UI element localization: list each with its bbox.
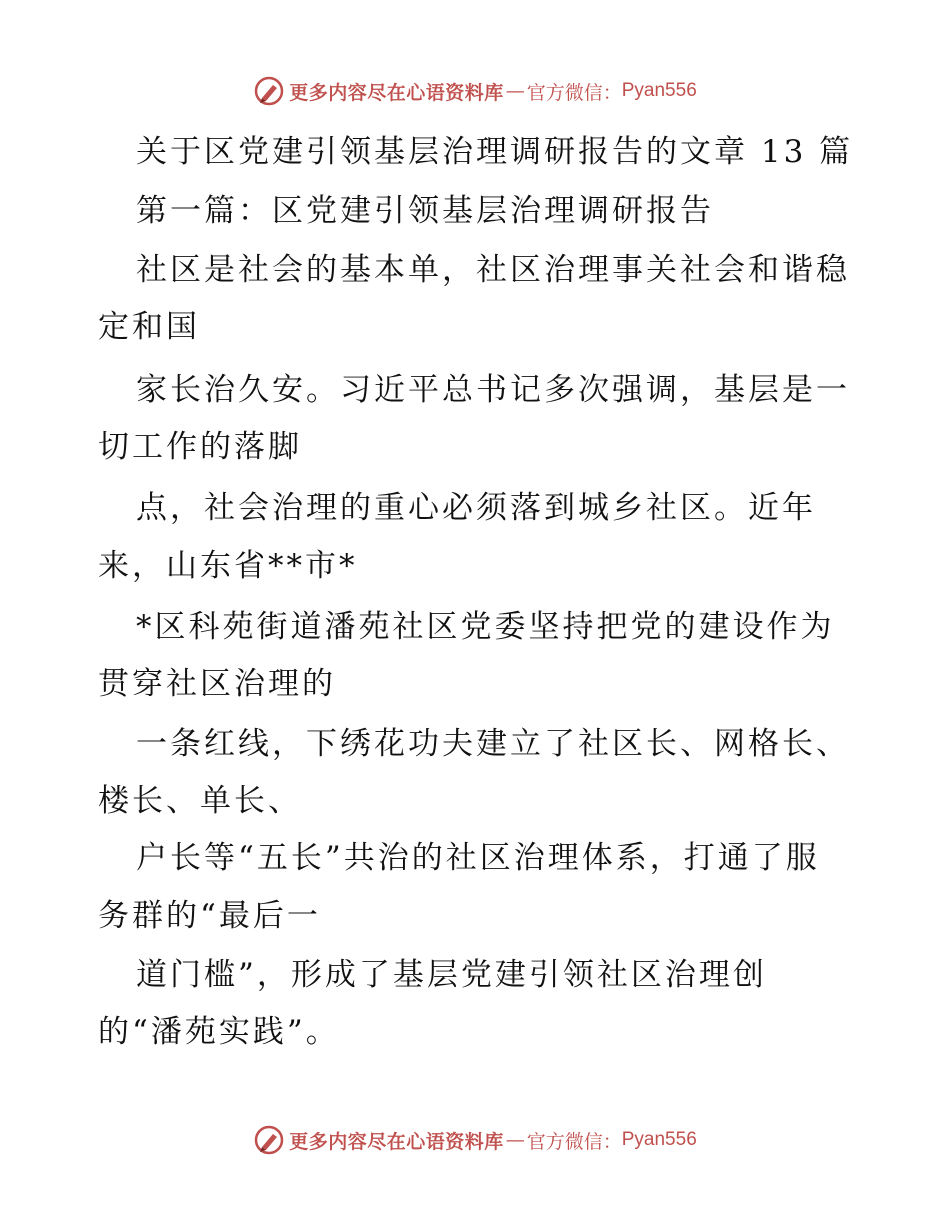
banner-separator: —	[505, 80, 525, 102]
banner-text: 更多内容尽在心语资料库	[289, 1130, 504, 1153]
banner-separator: —	[505, 1129, 525, 1151]
paragraph-line: 道门槛”，形成了基层党建引领社区治理创	[136, 957, 767, 993]
paragraph-line: 的“潘苑实践”。	[98, 1014, 340, 1050]
header-watermark-banner	[0, 71, 950, 111]
footer-watermark-banner	[0, 1120, 950, 1160]
paragraph-line: 定和国	[98, 309, 200, 345]
paragraph-line: 点，社会治理的重心必须落到城乡社区。近年	[136, 490, 816, 526]
pen-logo-icon	[253, 75, 285, 107]
paragraph-line: 社区是社会的基本单，社区治理事关社会和谐稳	[136, 252, 850, 288]
paragraph-line: 家长治久安。习近平总书记多次强调，基层是一	[136, 372, 850, 408]
banner-text: 更多内容尽在心语资料库	[289, 81, 504, 104]
banner-wechat-id: Pyan556	[621, 1129, 697, 1150]
paragraph-line: 楼长、单长、	[98, 783, 302, 819]
paragraph-line: 务群的“最后一	[98, 898, 321, 934]
paragraph-line: 来，山东省**市*	[98, 548, 358, 584]
paragraph-line: 户长等“五长”共治的社区治理体系，打通了服	[136, 840, 820, 876]
banner-wechat-label: 官方微信：	[526, 81, 622, 104]
banner-wechat-id: Pyan556	[621, 80, 697, 101]
paragraph-line: 贯穿社区治理的	[98, 666, 336, 702]
pen-logo-icon	[253, 1124, 285, 1156]
paragraph-line: 一条红线，下绣花功夫建立了社区长、网格长、	[136, 726, 850, 762]
document-subtitle: 第一篇：区党建引领基层治理调研报告	[136, 193, 714, 229]
banner-wechat-label: 官方微信：	[526, 1130, 622, 1153]
document-title: 关于区党建引领基层治理调研报告的文章 13 篇	[136, 134, 854, 170]
paragraph-line: 切工作的落脚	[98, 429, 302, 465]
paragraph-line: *区科苑街道潘苑社区党委坚持把党的建设作为	[136, 609, 835, 645]
